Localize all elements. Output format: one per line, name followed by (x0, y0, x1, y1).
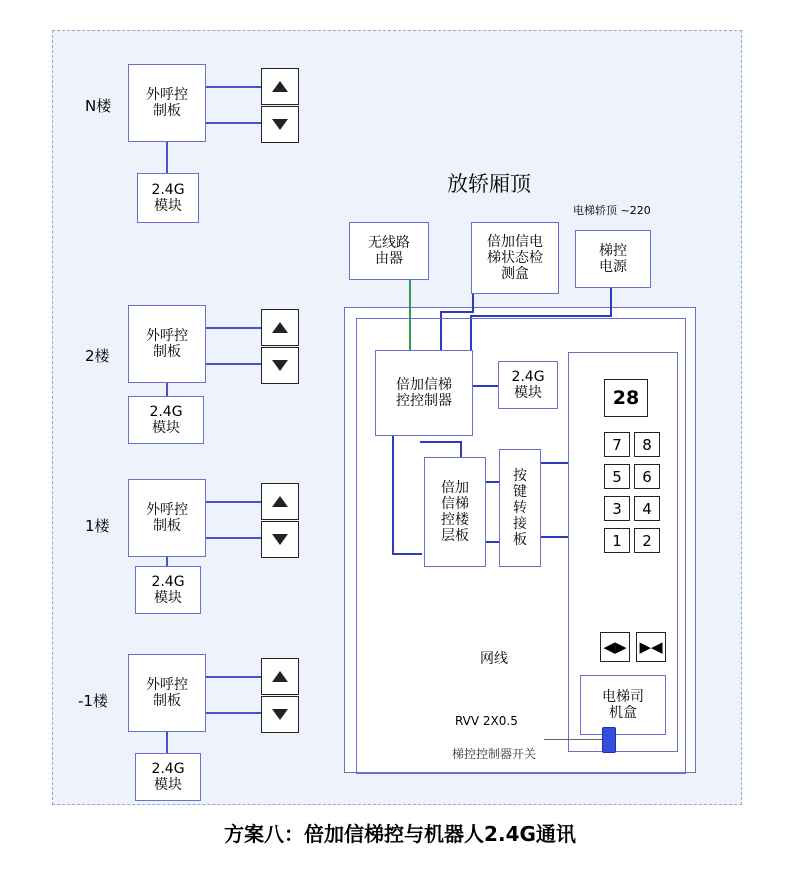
hall-button-up-1[interactable] (261, 483, 299, 520)
module-24g-n-line1: 2.4G (151, 181, 185, 198)
wire-n-down (206, 122, 262, 124)
module-24g-b1-line1: 2.4G (151, 760, 185, 777)
network-cable-label: 网线 (480, 651, 508, 667)
hall-button-up-2[interactable] (261, 309, 299, 346)
wire-power-left (470, 315, 612, 317)
call-board-n-line2: 制板 (153, 103, 181, 119)
cop-button-1[interactable]: 1 (604, 528, 630, 553)
arrow-down-icon (272, 709, 288, 720)
call-board-2 (128, 305, 206, 383)
switch-note-label: 梯控控制器开关 (452, 747, 537, 761)
arrow-up-icon (272, 496, 288, 507)
floor-display: 28 (604, 379, 648, 417)
door-open-button[interactable]: ◀▶ (600, 632, 630, 662)
arrow-down-icon (272, 534, 288, 545)
wire-b1-up (206, 676, 262, 678)
controller-line2: 控控制器 (396, 393, 452, 409)
call-board-b1 (128, 654, 206, 732)
wireless-router-line1: 无线路 (368, 234, 410, 251)
hall-button-down-b1[interactable] (261, 696, 299, 733)
arrow-down-icon (272, 119, 288, 130)
call-board-2-line2: 制板 (153, 344, 181, 360)
call-board-2-line1: 外呼控 (146, 327, 188, 344)
arrow-up-icon (272, 322, 288, 333)
power-line2: 电源 (599, 259, 627, 275)
floor-label-2: 2楼 (85, 347, 110, 365)
call-board-1 (128, 479, 206, 557)
key-adapter-line1: 按 (513, 467, 527, 484)
hall-button-up-b1[interactable] (261, 658, 299, 695)
section-label: 放轿厢顶 (447, 172, 531, 196)
car-top-inner-frame (356, 318, 686, 774)
wire-detector-down (472, 294, 474, 312)
wire-2-up (206, 327, 262, 329)
wire-b1-down (206, 712, 262, 714)
cop-button-8[interactable]: 8 (634, 432, 660, 457)
cop-button-7[interactable]: 7 (604, 432, 630, 457)
hall-button-up-n[interactable] (261, 68, 299, 105)
figure-title: 方案八：倍加信梯控与机器人2.4G通讯 (224, 822, 576, 846)
call-board-n-line1: 外呼控 (146, 86, 188, 103)
rvv-label: RVV 2X0.5 (455, 714, 518, 728)
module-24g-1-line1: 2.4G (151, 573, 185, 590)
call-board-1-line1: 外呼控 (146, 501, 188, 518)
cop-button-5[interactable]: 5 (604, 464, 630, 489)
door-close-button[interactable]: ▶◀ (636, 632, 666, 662)
wireless-router-line2: 由器 (375, 251, 403, 267)
detector-line3: 测盒 (501, 266, 529, 283)
hall-button-down-n[interactable] (261, 106, 299, 143)
module-24g-b1-line2: 模块 (154, 777, 182, 793)
key-adapter-line2: 键 (513, 483, 527, 500)
floor-label-1: 1楼 (85, 517, 110, 535)
wire-2-down (206, 363, 262, 365)
wire-1-down (206, 537, 262, 539)
elevator-status-detector-box (471, 222, 559, 294)
call-board-1-line2: 制板 (153, 518, 181, 534)
floor-board-line2: 信梯 (441, 495, 469, 512)
hall-button-down-1[interactable] (261, 521, 299, 558)
wire-detector-left (440, 311, 474, 313)
cop-button-2[interactable]: 2 (634, 528, 660, 553)
controller-module-line1: 2.4G (511, 368, 545, 385)
key-adapter-line4: 接 (513, 516, 527, 533)
detector-line2: 梯状态检 (487, 249, 543, 266)
wire-n-up (206, 86, 262, 88)
power-line1: 梯控 (599, 242, 627, 259)
module-24g-2-line2: 模块 (152, 420, 180, 436)
module-24g-2 (128, 396, 204, 444)
switch-leader-line (544, 739, 602, 740)
key-adapter-line3: 转 (513, 499, 527, 516)
controller-module-line2: 模块 (514, 385, 542, 401)
top-heading (0, 0, 800, 18)
controller-line1: 倍加信梯 (396, 376, 452, 393)
cop-button-6[interactable]: 6 (634, 464, 660, 489)
floor-board-line3: 控楼 (441, 512, 469, 528)
wire-1-up (206, 501, 262, 503)
call-board-n (128, 64, 206, 142)
module-24g-1-line2: 模块 (154, 590, 182, 606)
wireless-router-box (349, 222, 429, 280)
module-24g-2-line1: 2.4G (149, 403, 183, 420)
cop-button-4[interactable]: 4 (634, 496, 660, 521)
floor-board-line4: 层板 (441, 528, 469, 545)
module-24g-b1 (135, 753, 201, 801)
cop-button-3[interactable]: 3 (604, 496, 630, 521)
module-24g-n (137, 173, 199, 223)
arrow-up-icon (272, 81, 288, 92)
module-24g-n-line2: 模块 (154, 198, 182, 214)
call-board-b1-line1: 外呼控 (146, 676, 188, 693)
wire-power-down (610, 288, 612, 316)
power-note: 电梯轿顶 ~220 (573, 204, 651, 217)
driver-box-line2: 机盒 (609, 705, 637, 721)
driver-box-line1: 电梯司 (602, 688, 644, 705)
call-board-b1-line2: 制板 (153, 693, 181, 709)
key-adapter-line5: 板 (513, 532, 527, 549)
elevator-power-box (575, 230, 651, 288)
arrow-down-icon (272, 360, 288, 371)
module-24g-1 (135, 566, 201, 614)
floor-label-n: N楼 (85, 97, 112, 115)
floor-board-line1: 倍加 (441, 479, 469, 496)
floor-label-b1: -1楼 (78, 692, 108, 710)
wire-b1-module (166, 732, 168, 754)
arrow-up-icon (272, 671, 288, 682)
hall-button-down-2[interactable] (261, 347, 299, 384)
wire-n-module (166, 142, 168, 174)
detector-line1: 倍加信电 (487, 233, 543, 250)
